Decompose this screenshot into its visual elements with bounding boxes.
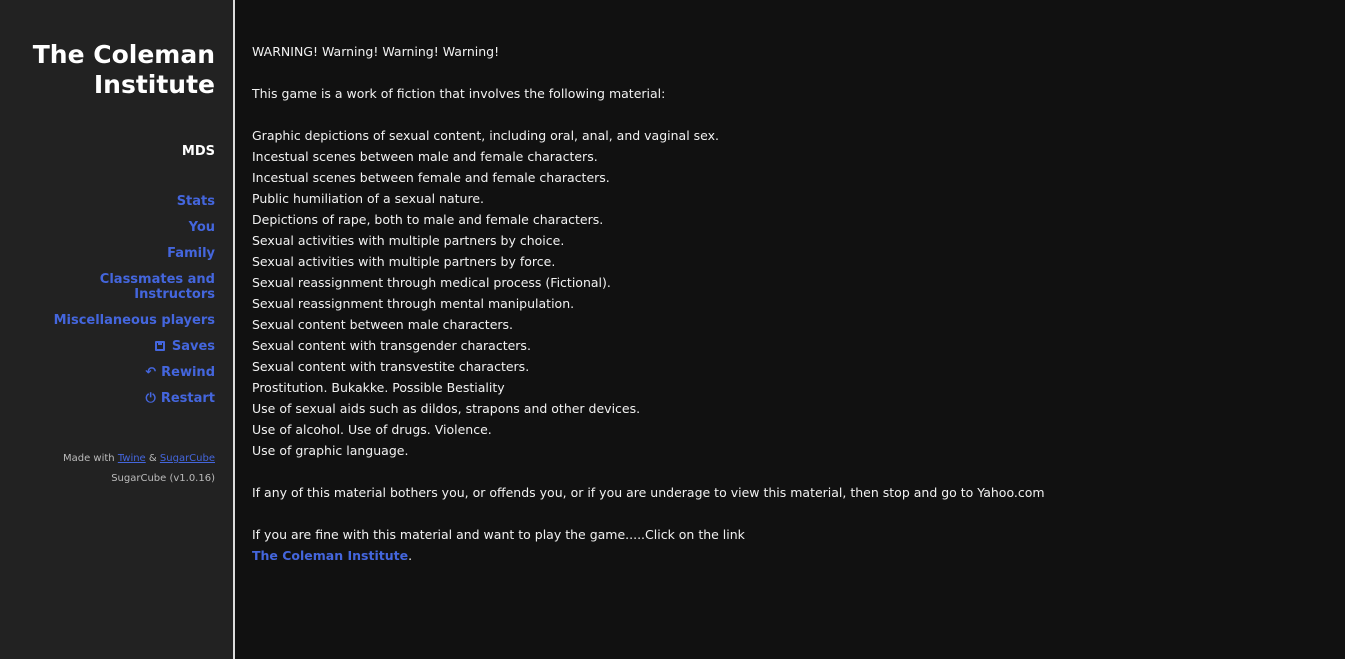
content-item: Sexual activities with multiple partners by force. xyxy=(252,254,556,269)
menu-item-you[interactable] xyxy=(15,220,215,235)
menu-item-classmates[interactable] xyxy=(15,272,215,302)
content-item: Public humiliation of a sexual nature. xyxy=(252,191,484,206)
credits-version: SugarCube (v1.0.16) xyxy=(111,473,215,484)
content-item: Prostitution. Bukakke. Possible Bestiality xyxy=(252,380,505,395)
sugarcube-link[interactable]: SugarCube xyxy=(159,453,215,464)
content-item: Sexual reassignment through medical process (Fictional). xyxy=(252,275,611,290)
spacer xyxy=(252,461,1332,482)
intro-line: This game is a work of fiction that involves the following material: xyxy=(252,86,666,101)
content-item: Depictions of rape, both to male and female characters. xyxy=(252,212,604,227)
menu-item-stats-label: Stats xyxy=(176,194,215,209)
sidebar xyxy=(0,0,235,659)
menu-item-classmates-label: Classmates and Instructors xyxy=(99,272,215,302)
story-author: MDS xyxy=(181,144,215,159)
content-item: Use of graphic language. xyxy=(252,443,409,458)
start-game-link[interactable]: The Coleman Institute xyxy=(252,548,409,563)
content-item: Graphic depictions of sexual content, including oral, anal, and vaginal sex. xyxy=(252,128,719,143)
bother-line: If any of this material bothers you, or offends you, or if you are underage to view this material, then stop and go to Yahoo.com xyxy=(252,485,1045,500)
warning-line: WARNING! Warning! Warning! Warning! xyxy=(252,44,500,59)
menu-item-restart-label: Restart xyxy=(160,391,215,406)
spacer xyxy=(252,104,1332,125)
menu-item-misc[interactable] xyxy=(15,313,215,328)
spacer xyxy=(252,503,1332,524)
sidebar-menu xyxy=(15,194,215,417)
menu-item-misc-label: Miscellaneous players xyxy=(53,313,215,328)
content-item: Incestual scenes between male and female characters. xyxy=(252,149,598,164)
menu-item-stats[interactable] xyxy=(15,194,215,209)
menu-item-saves[interactable] xyxy=(15,339,215,354)
content-item: Sexual content with transgender characters. xyxy=(252,338,531,353)
menu-item-restart[interactable] xyxy=(15,391,215,406)
credits-made-with-label: Made with xyxy=(62,453,115,464)
rewind-icon: ↶ xyxy=(145,365,157,380)
content-item: Sexual content with transvestite characters. xyxy=(252,359,530,374)
menu-item-rewind-label: Rewind xyxy=(161,365,215,380)
menu-item-you-label: You xyxy=(188,220,215,235)
content-item: Use of sexual aids such as dildos, strapons and other devices. xyxy=(252,401,641,416)
power-icon: ⏻ xyxy=(145,391,156,406)
story-title: The Coleman Institute xyxy=(32,40,215,99)
content-item: Use of alcohol. Use of drugs. Violence. xyxy=(252,422,492,437)
floppy-disk-icon xyxy=(155,341,165,351)
credits-ampersand: & xyxy=(148,453,157,464)
menu-item-saves-label: Saves xyxy=(171,339,215,354)
content-item: Sexual content between male characters. xyxy=(252,317,514,332)
twine-link[interactable]: Twine xyxy=(117,453,146,464)
content-item: Sexual reassignment through mental manipulation. xyxy=(252,296,575,311)
passage xyxy=(252,41,1332,566)
content-item: Incestual scenes between female and female characters. xyxy=(252,170,610,185)
fine-line: If you are fine with this material and want to play the game.....Click on the link xyxy=(252,527,745,542)
menu-item-rewind[interactable] xyxy=(15,365,215,380)
credits-made-with xyxy=(63,449,215,469)
start-link-period: . xyxy=(408,548,413,563)
credits xyxy=(63,449,215,489)
start-link-line xyxy=(252,545,1332,566)
spacer xyxy=(252,62,1332,83)
menu-item-family-label: Family xyxy=(167,246,215,261)
content-item: Sexual activities with multiple partners by choice. xyxy=(252,233,565,248)
menu-item-family[interactable] xyxy=(15,246,215,261)
